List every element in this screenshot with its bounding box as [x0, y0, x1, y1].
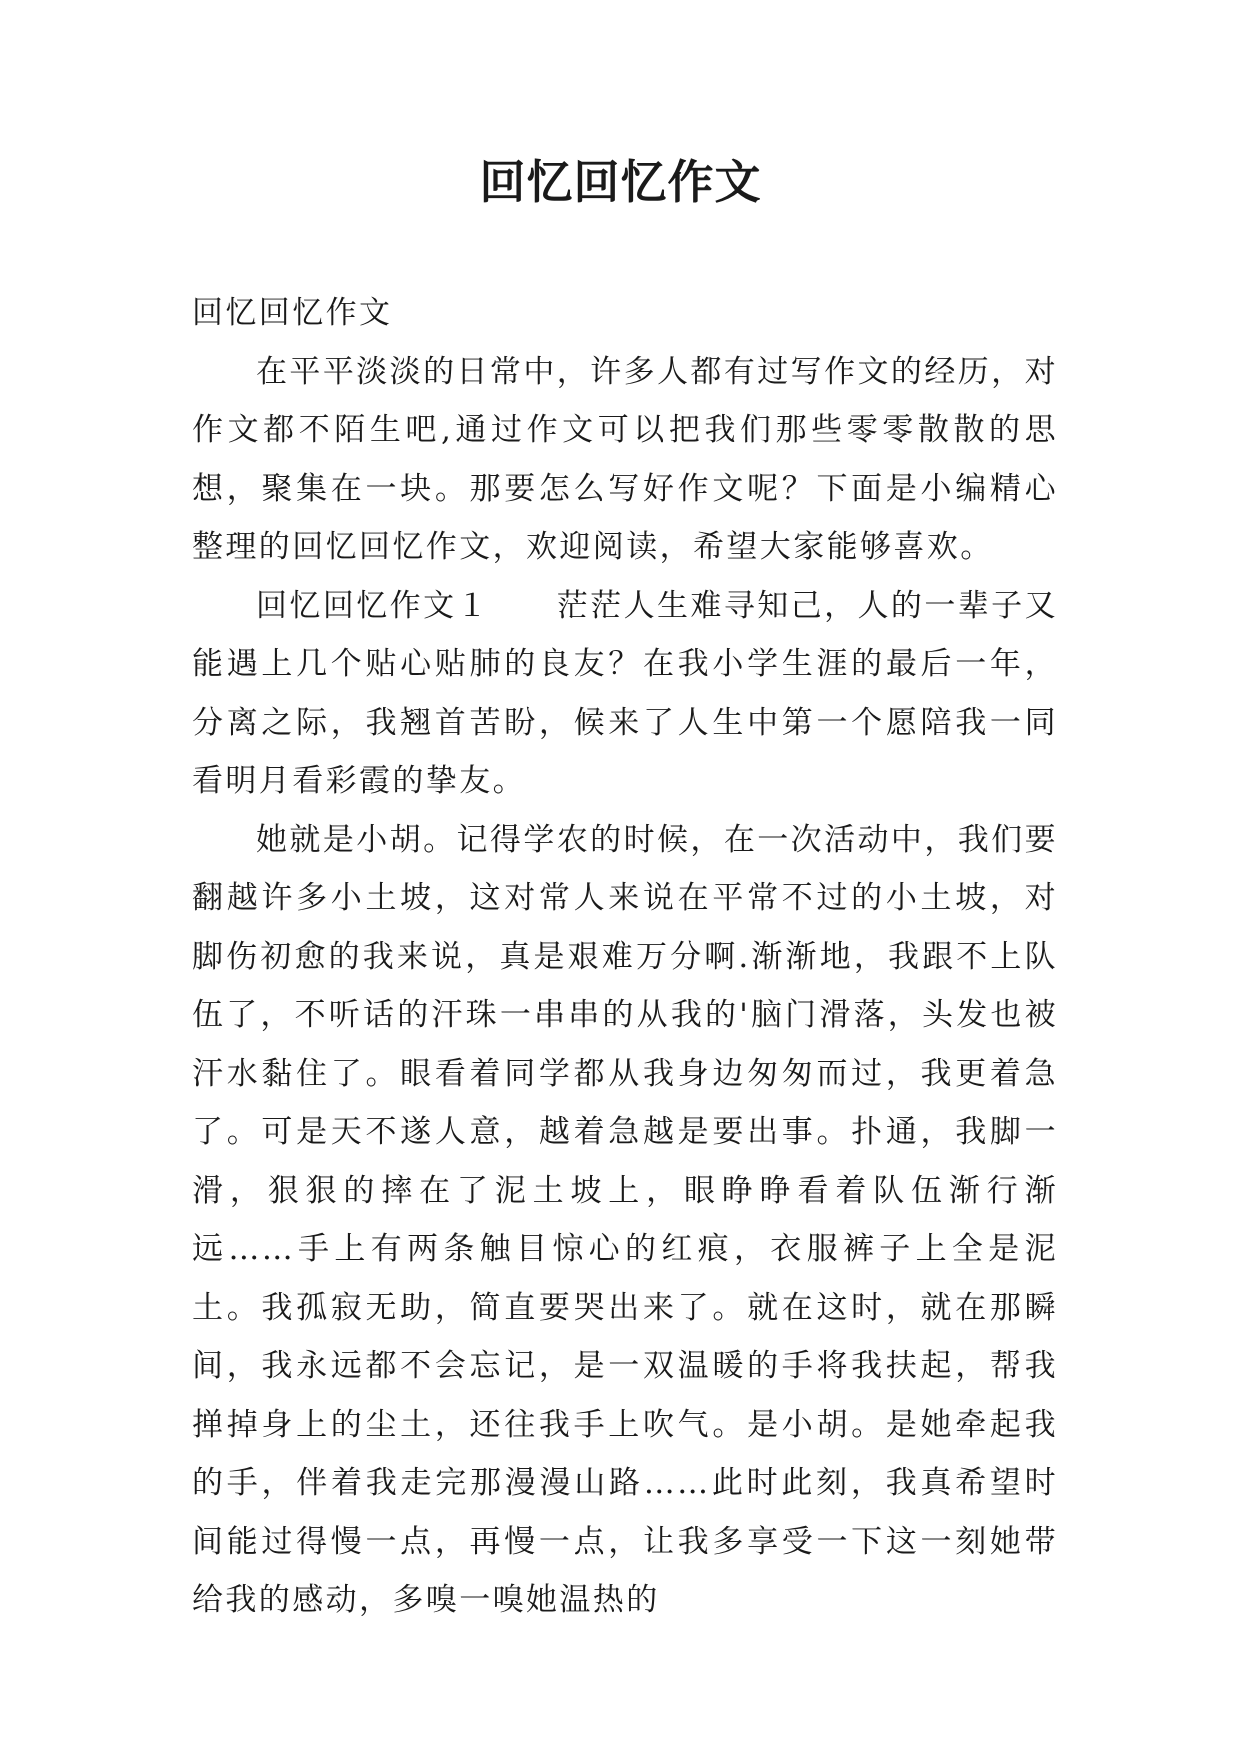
document-title: 回忆回忆作文: [479, 155, 762, 209]
paragraph-story: 她就是小胡。记得学农的时候，在一次活动中，我们要翻越许多小土坡，这对常人来说在平常不过的小土坡，对脚伤初愈的我来说，真是艰难万分啊.渐渐地，我跟不上队伍了，不听话的汗珠一串串的从我的'脑门滑落，头发也被汗水黏住了。眼看着同学都从我身边匆匆而过，我更着急了。可是天不遂人意，越着急越是要出事。扑通，我脚一滑，狠狠的摔在了泥土坡上，眼睁睁看着队伍渐行渐远……手上有两条触目惊心的红痕，衣服裤子上全是泥土。我孤寂无助，简直要哭出来了。就在这时，就在那瞬间，我永远都不会忘记，是一双温暖的手将我扶起，帮我掸掉身上的尘土，还往我手上吹气。是小胡。是她牵起我的手，伴着我走完那漫漫山路……此时此刻，我真希望时间能过得慢一点，再慢一点，让我多享受一下这一刻她带给我的感动，多嗅一嗅她温热的: [192, 821, 1058, 1618]
document-body: [192, 284, 1058, 1630]
paragraph-essay-1: 回忆回忆作文１ 茫茫人生难寻知己，人的一辈子又能遇上几个贴心贴肺的良友？在我小学生涯的最后一年，分离之际，我翘首苦盼，候来了人生中第一个愿陪我一同看明月看彩霞的挚友。: [192, 587, 1058, 799]
document-subtitle: 回忆回忆作文: [192, 295, 393, 331]
paragraph-intro: 在平平淡淡的日常中，许多人都有过写作文的经历，对作文都不陌生吧,通过作文可以把我们那些零零散散的思想，聚集在一块。那要怎么写好作文呢？下面是小编精心整理的回忆回忆作文，欢迎阅读，希望大家能够喜欢。: [192, 353, 1058, 565]
